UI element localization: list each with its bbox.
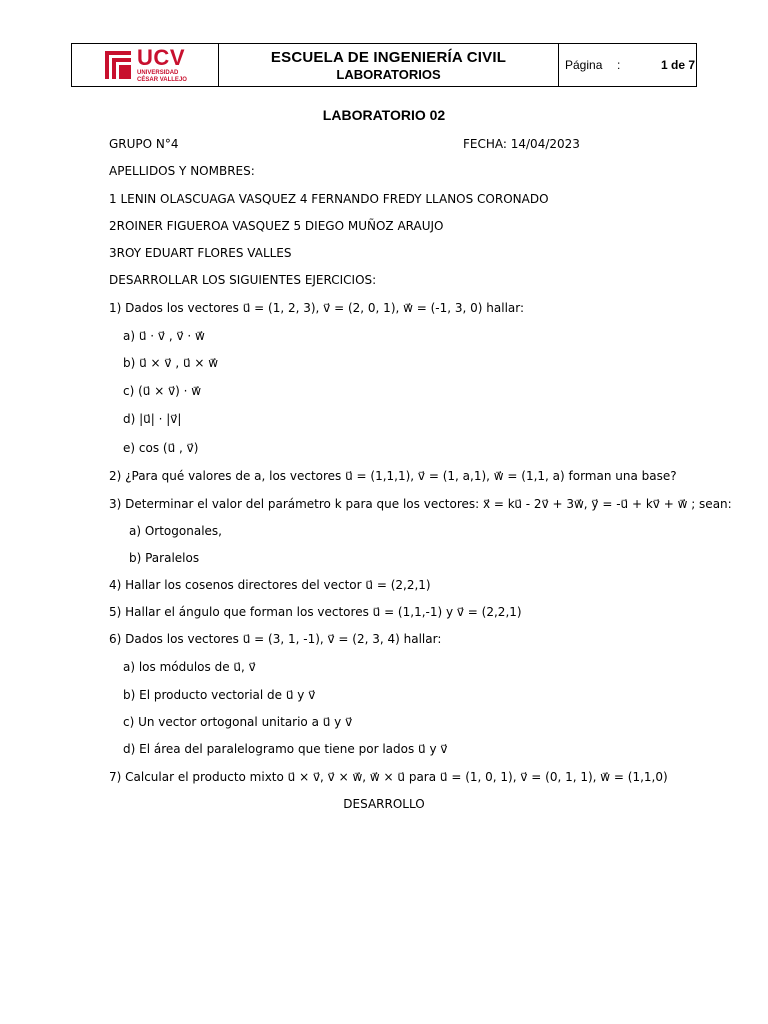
page-cell [559,44,696,86]
question-3a: a) Ortogonales, [129,524,222,538]
question-1b: b) u⃗ × v⃗ , u⃗ × w⃗ [123,356,219,370]
document-title: LABORATORIO 02 [322,107,446,123]
question-6a: a) los módulos de u⃗, v⃗ [123,660,256,674]
question-4: 4) Hallar los cosenos directores del vector u⃗ = (2,2,1) [109,578,431,592]
school-name: ESCUELA DE INGENIERÍA CIVIL [270,48,507,66]
question-6d: d) El área del paralelogramo que tiene por lados u⃗ y v⃗ [123,742,448,756]
title-cell [219,44,559,86]
page-colon: : [617,58,621,72]
question-1: 1) Dados los vectores u⃗ = (1, 2, 3), v⃗ = (2, 0, 1), w⃗ = (-1, 3, 0) hallar: [109,301,525,315]
logo-subtitle-1: UNIVERSIDAD [137,70,179,76]
document-header [71,43,697,87]
logo-text [137,47,187,83]
question-6b: b) El producto vectorial de u⃗ y v⃗ [123,688,316,702]
date: FECHA: 14/04/2023 [463,137,580,151]
question-1e: e) cos (u⃗ , v⃗) [123,441,199,455]
logo-cell [72,44,219,86]
question-3b: b) Paralelos [129,551,200,565]
ucv-shield-icon [103,49,133,81]
group-number: GRUPO N°4 [109,137,179,151]
logo-brand: UCV [137,45,185,70]
instructions: DESARROLLAR LOS SIGUIENTES EJERCICIOS: [109,273,377,287]
page-number: 1 de 7 [661,58,696,72]
question-7: 7) Calcular el producto mixto u⃗ × v⃗, v⃗ × w⃗, w⃗ × u⃗ para u⃗ = (1, 0, 1), v⃗ = (0, 1, 1), w⃗ = (1,1,0) [109,770,668,784]
names-heading: APELLIDOS Y NOMBRES: [109,164,255,178]
question-6c: c) Un vector ortogonal unitario a u⃗ y v⃗ [123,715,353,729]
question-2: 2) ¿Para qué valores de a, los vectores u⃗ = (1,1,1), v⃗ = (1, a,1), w⃗ = (1,1, a) forman una base? [109,469,677,483]
development-heading: DESARROLLO [343,797,425,811]
names-line-3: 3ROY EDUART FLORES VALLES [109,246,292,260]
question-1c: c) (u⃗ × v⃗) · w⃗ [123,384,202,398]
question-5: 5) Hallar el ángulo que forman los vectores u⃗ = (1,1,-1) y v⃗ = (2,2,1) [109,605,522,619]
logo-subtitle-2: CÉSAR VALLEJO [137,77,187,83]
question-1a: a) u⃗ · v⃗ , v⃗ · w⃗ [123,329,205,343]
department-name: LABORATORIOS [336,66,441,82]
page-label: Página [565,58,603,72]
question-6: 6) Dados los vectores u⃗ = (3, 1, -1), v⃗ = (2, 3, 4) hallar: [109,632,442,646]
question-1d: d) |u⃗| · |v⃗| [123,412,182,426]
names-line-2: 2ROINER FIGUEROA VASQUEZ 5 DIEGO MUÑOZ ARAUJO [109,219,444,233]
question-3: 3) Determinar el valor del parámetro k para que los vectores: x⃗ = ku⃗ - 2v⃗ + 3w⃗, y⃗ = -u⃗ + kv⃗ + w⃗ ; sean: [109,497,732,511]
ucv-logo [103,47,187,83]
names-line-1: 1 LENIN OLASCUAGA VASQUEZ 4 FERNANDO FREDY LLANOS CORONADO [109,192,549,206]
